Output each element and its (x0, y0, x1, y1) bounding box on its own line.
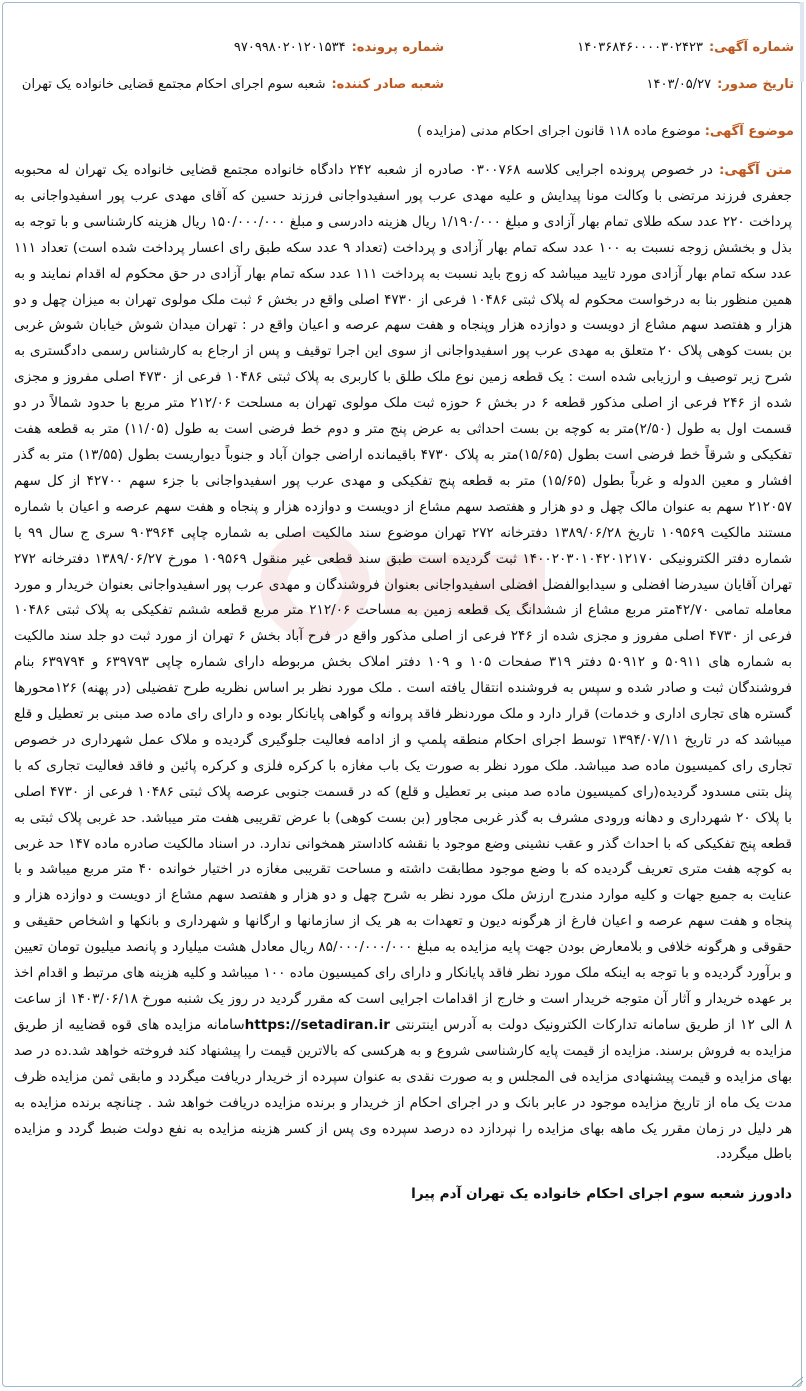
case-number (234, 40, 444, 55)
body-text-part2: سامانه مزایده های قوه قضاییه از طریق مزایده به فروش برسند. مزایده از قیمت پایه کارشناسی شروع و به هرکسی که بالاترین قیمت را پیشنهاد کند فروخته خواهد شد.ده در صد بهای مزایده و قیمت پیشنهادی مزایده فی المجلس و به صورت نقدی به عنوان سپرده از خریدار دریافت میگردد و مابقی ثمن مزایده ظرف مدت یک ماه از تاریخ مزایده موجود در عابر بانک و در اجرای احکام از خریدار و برنده مزایده دریافت خواهد شد . چنانچه برنده مزایده به هر دلیل در زمان مقرر یک ماهه بهای مزایده را نپردازد ده درصد سپرده وی پس از کسر هزینه مزایده به نفع دولت ضبط گردد و مزایده باطل میگردد. (14, 1016, 792, 1163)
notice-body (14, 158, 792, 1208)
notice-subject (417, 124, 794, 139)
scroll-indicator (800, 2, 804, 82)
subject-label: موضوع آگهی: (704, 124, 794, 139)
issuer-value: شعبه سوم اجرای احکام مجتمع قضایی خانواده یک تهران (21, 77, 326, 92)
issuer (22, 77, 444, 92)
body-text-part1: در خصوص پرونده اجرایی کلاسه ۰۳۰۰۷۶۸ صادره از شعبه ۲۴۲ دادگاه خانواده مجتمع قضایی خانواده یک تهران له محبوبه جعفری فرزند مرتضی با وکالت مونا پیدایش و علیه مهدی عرب پور اسفیدواجانی فرزند حسین که آقای مهدی عرب پور اسفیدواجانی به پرداخت ۲۲۰ عدد سکه طلای تمام بهار آزادی و مبلغ ۱/۱۹۰/۰۰۰ ریال هزینه دادرسی و مبلغ ۱۵۰/۰۰۰/۰۰۰ ریال هزینه کارشناسی و با توجه به بذل و بخشش زوجه نسبت به ۱۰۰ عدد سکه تمام بهار آزادی و پرداخت (تعداد ۹ عدد سکه طبق رای اعسار پرداخت شده است) تعداد ۱۱۱ عدد سکه تمام بهار آزادی مورد تایید میباشد که زوج باید نسبت به پرداخت ۱۱۱ عدد سکه تمام بهار آزادی در حق محکوم له اقدام نمایند و به همین منظور بنا به درخواست محکوم له پلاک ثبتی ۱۰۴۸۶ فرعی از ۴۷۳۰ اصلی واقع در بخش ۶ ثبت ملک مولوی تهران به میزان چهل و دو هزار و هفتصد سهم مشاع از دویست و دوازده هزار وپنجاه و هفت سهم عرصه و اعیان واقع در : تهران میدان شوش خیابان شوش غربی بن بست کوهی پلاک ۲۰ متعلق به مهدی عرب پور اسفیدواجانی از سوی این اجرا توقیف و پس از ارجاع به کارشناس رسمی دادگستری به شرح زیر توصیف و ارزیابی شده است : یک قطعه زمین نوع ملک طلق با کاربری به پلاک ثبتی ۱۰۴۸۶ فرعی از ۴۷۳۰ اصلی مفروز و مجزی شده از ۲۴۶ فرعی از اصلی مذکور قطعه ۶ در بخش ۶ حوزه ثبت ملک مولوی تهران به مسلحت ۲۱۲/۰۶ متر مربع با حدود شمالاً در دو قسمت اول به طول (۲/۵۰)متر به کوچه بن بست احداثی به عرض پنج متر و دوم خط فرضی است به طول (۱۱/۰۵) متر به قطعه هفت تفکیکی و شرقاً خط فرضی است بطول (۱۵/۶۵)متر به پلاک ۴۷۳۰ باقیمانده اراضی جوان آباد و جنوباً دیواریست بطول (۱۳/۵۵) متر به گذر افشار و معین الدوله و غرباً بطول (۱۵/۶۵) متر به قطعه پنج تفکیکی و مهدی عرب پور اسفیدواجانی با جزء سهم ۴۲۷۰۰ از کل سهم ۲۱۲۰۵۷ سهم به عنوان مالک چهل و دو هزار و هفتصد سهم مشاع از دویست و دوازده هزار و پنجاه و هفت سهم عرصه و اعیان با شماره مستند مالکیت ۱۰۹۵۶۹ تاریخ ۱۳۸۹/۰۶/۲۸ دفترخانه ۲۷۲ تهران موضوع سند مالکیت اصلی به شماره چاپی ۹۰۳۹۶۴ سری ج سال ۹۹ با شماره دفتر الکترونیکی ۱۴۰۰۲۰۳۰۱۰۴۲۰۱۲۱۷۰ ثبت گردیده است طبق سند قطعی غیر منقول ۱۰۹۵۶۹ مورخ ۱۳۸۹/۰۶/۲۷ دفترخانه ۲۷۲ تهران آقایان سیدرضا افضلی و سیدابوالفضل افضلی اسفیدواجانی بعنوان فروشندگان و مهدی عرب پور اسفیدواجانی بعنوان خریدار و مورد معامله تمامی ۴۲/۷۰متر مربع مشاع از ششدانگ یک قطعه زمین به مساحت ۲۱۲/۰۶ متر مربع قطعه ششم تفکیکی به پلاک ثبتی ۱۰۴۸۶ فرعی از ۴۷۳۰ اصلی مفروز و مجزی شده از ۲۴۶ فرعی از اصلی مذکور واقع در فرح آباد بخش ۶ تهران از مورد ثبت دو جلد سند مالکیت به شماره های ۵۰۹۱۱ و ۵۰۹۱۲ دفتر ۳۱۹ صفحات ۱۰۵ و ۱۰۹ دفتر املاک بخش مربوطه دارای شماره چاپی ۶۳۹۷۹۳ و ۶۳۹۷۹۴ بنام فروشندگان ثبت و صادر شده و سپس به فروشنده انتقال یافته است . ملک مورد نظر بر اساس نظریه طرح تفضیلی (در پهنه) ۱۲۶محورها گستره های تجاری اداری و خدمات) قرار دارد و ملک موردنظر فاقد پروانه و گواهی پایانکار بوده و دارای رای ماده صد مبنی بر تعطیل و قلع میباشد که در تاریخ ۱۳۹۴/۰۷/۱۱ توسط اجرای احکام منطقه پلمپ و از ادامه فعالیت جلوگیری گردیده و ملاک عمل شهرداری در خصوص تجاری رای کمیسیون ماده صد میباشد. ملک مورد نظر به صورت یک باب مغازه با کرکره فلزی و کرکره پائین و فاقد فعالیت تجاری که با پنل بتنی مسدود گردیده(رای کمیسیون ماده صد مبنی بر تعطیل و قلع) که در قسمت جنوبی عرصه پلاک ثبتی ۱۰۴۸۶ فرعی از ۴۷۳۰ اصلی با پلاک ۲۰ شهرداری و دهانه ورودی مشرف به گذر غربی مجاور (بن بست کوهی) با عرض تقریبی هفت متر میباشد. حد غربی پلاک ثبتی به قطعه پنج تفکیکی که با احداث گذر و عقب نشینی وضع موجود با نقشه کاداستر همخوانی ندارد. در اسناد مالکیت صادره ماده ۱۴۷ حد غربی به کوچه هفت متری تعریف گردیده که با وضع موجود مطابقت داشته و مساحت تقریبی مغازه در اختیار خوانده ۴۰ متر مربع میباشد و با عنایت به جمیع جهات و کلیه موارد مندرج ارزش ملک مورد نظر به شرح چهل و دو هزار و هفتصد سهم مشاع از دویست و دوازده هزار و پنجاه و هفت سهم عرصه و اعیان فارغ از هرگونه دیون و تعهدات به هر یک از سازمانها و ارگانها و شهرداری و بانکها و اشخاص حقیقی و حقوقی و هرگونه خلافی و بلامعارض بودن جهت پایه مزایده به مبلغ ۸۵/۰۰۰/۰۰۰/۰۰۰ ریال معادل هشت میلیارد و پانصد میلیون تومان تعیین و برآورد گردیده و با توجه به اینکه ملک مورد نظر فاقد پایانکار و دارای رای کمیسیون ماده ۱۰۰ میباشد و کلیه هزینه های مرتبط و اقدام اخذ بر عهده خریدار و آثار آن متوجه خریدار است و خارج از اقدامات اجرایی است که مقرر گردید در روز یک شنبه مورخ ۱۴۰۳/۰۶/۱۸ از ساعت ۸ الی ۱۲ از طریق سامانه تدارکات الکترونیک دولت به آدرس اینترنتی (14, 162, 793, 1033)
signature: دادورز شعبه سوم اجرای احکام خانواده یک تهران آدم پیرا (411, 1186, 792, 1203)
issue-date-value: ۱۴۰۳/۰۵/۲۷ (646, 77, 712, 92)
issue-date (647, 77, 794, 92)
case-number-label: شماره پرونده: (351, 40, 444, 55)
ad-number-label: شماره آگهی: (708, 40, 794, 55)
issuer-label: شعبه صادر کننده: (331, 77, 444, 92)
case-number-value: ۹۷۰۹۹۸۰۲۰۱۲۰۱۵۳۴ (233, 40, 346, 55)
ad-number-value: ۱۴۰۳۶۸۴۶۰۰۰۰۳۰۲۴۲۳ (577, 40, 703, 55)
body-label: متن آگهی: (718, 162, 792, 178)
issue-date-label: تاریخ صدور: (717, 77, 794, 92)
setadiran-link[interactable]: https://setadiran.ir (244, 1016, 390, 1033)
ad-number (577, 40, 794, 55)
resize-grip-icon (788, 1375, 804, 1387)
subject-value: موضوع ماده ۱۱۸ قانون اجرای احکام مدنی (مزایده ) (416, 124, 701, 139)
